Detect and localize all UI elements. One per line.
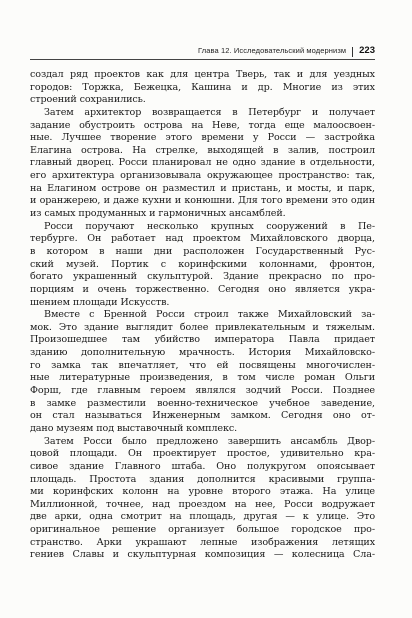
text-line: дано музеям под выставочный комплекс. — [30, 422, 238, 434]
text-line: Вместе с Бренной Росси строил также Михайловский за- — [44, 309, 375, 321]
text-line: Елагина острова. На стрелке, выходящей в залив, построил — [30, 144, 375, 156]
text-line: тербурге. Он работает над проектом Михайловского дворца, — [30, 233, 375, 245]
text-line: ми коринфских колонн на уровне второго этажа. На улице — [30, 486, 375, 498]
text-line: его архитектура организовывала окружающее пространство: так, — [30, 170, 375, 182]
text-line: ные. Лучшее творение этого времени у Росси — застройка — [30, 132, 375, 144]
text-line: Форш, где главным героем являлся зодчий Росси. Позднее — [30, 385, 375, 397]
paragraph — [30, 221, 375, 309]
text-line: городов: Торжка, Бежецка, Кашина и др. Многие из этих — [30, 81, 375, 93]
text-line: гениев Славы и скульптурная композиция — колесница Сла- — [30, 549, 375, 561]
text-line: площадь. Простота здания дополнится красивыми группа- — [30, 473, 375, 485]
text-line: задание обустроить острова на Неве, тогда еще малоосвоен- — [30, 119, 375, 131]
paragraph — [30, 107, 375, 221]
text-line: Миллионной, точнее, над проездом на нее, Росси водружает — [30, 498, 375, 510]
page-number: 223 — [359, 45, 375, 56]
text-line: в замке разместили военно-техническое учебное заведение, — [30, 397, 375, 409]
text-line: порциям и очень торжественно. Сегодня оно является укра- — [30, 283, 375, 295]
text-line: из самых продуманных и гармоничных ансамблей. — [30, 208, 286, 220]
paragraph — [30, 309, 375, 435]
text-line: Произошедшее там убийство императора Павла придает — [30, 334, 375, 346]
text-line: Затем архитектор возвращается в Петербург и получает — [44, 106, 375, 118]
text-line: создал ряд проектов как для центра Тверь, так и для уездных — [30, 69, 375, 80]
body-text — [30, 69, 375, 562]
text-line: главный дворец. Росси планировал не одно здание в отдельности, — [30, 157, 375, 169]
text-line: сивое здание Главного штаба. Оно полукругом опоясывает — [30, 460, 375, 472]
text-line: шением площади Искусств. — [30, 296, 170, 308]
running-header — [30, 45, 375, 60]
text-line: строений сохранились. — [30, 94, 146, 106]
text-line: в котором в наши дни расположен Государственный Рус- — [30, 245, 375, 257]
text-line: ные литературные произведения, в том числе роман Ольги — [30, 372, 375, 384]
text-line: странство. Арки украшают лепные изображения летящих — [30, 536, 375, 548]
text-line: две арки, одна смотрит на площадь, другая — к улице. Это — [30, 511, 375, 523]
text-line: богато украшенный скульптурой. Здание прекрасно по про- — [30, 271, 375, 283]
running-header-title: Глава 12. Исследовательский модернизм — [198, 46, 347, 55]
header-divider — [352, 47, 353, 57]
text-line: Росси поручают несколько крупных сооружений в Пе- — [44, 220, 375, 232]
text-line: на Елагином острове он разместил и пристань, и мосты, и парк, — [30, 182, 375, 194]
text-line: и оранжерею, и даже кухни и конюшни. Для того времени это один — [30, 195, 375, 207]
text-line: зданию дополнительную мрачность. История Михайловско- — [30, 347, 375, 359]
text-line: мок. Это здание выглядит более привлекательным и тяжелым. — [30, 321, 375, 333]
text-line: Затем Росси было предложено завершить ансамбль Двор- — [44, 435, 375, 447]
paragraph — [30, 69, 375, 107]
paragraph — [30, 436, 375, 562]
text-line: го замка так впечатляет, что ей посвящены многочислен- — [30, 359, 375, 371]
text-line: он стал называться Инженерным замком. Сегодня оно от- — [30, 410, 375, 422]
text-line: цовой площади. Он проектирует простое, удивительно кра- — [30, 448, 375, 460]
text-line: ский музей. Портик с коринфскими колоннами, фронтон, — [30, 258, 375, 270]
text-line: оригинальное решение организует большое городское про- — [30, 524, 375, 536]
